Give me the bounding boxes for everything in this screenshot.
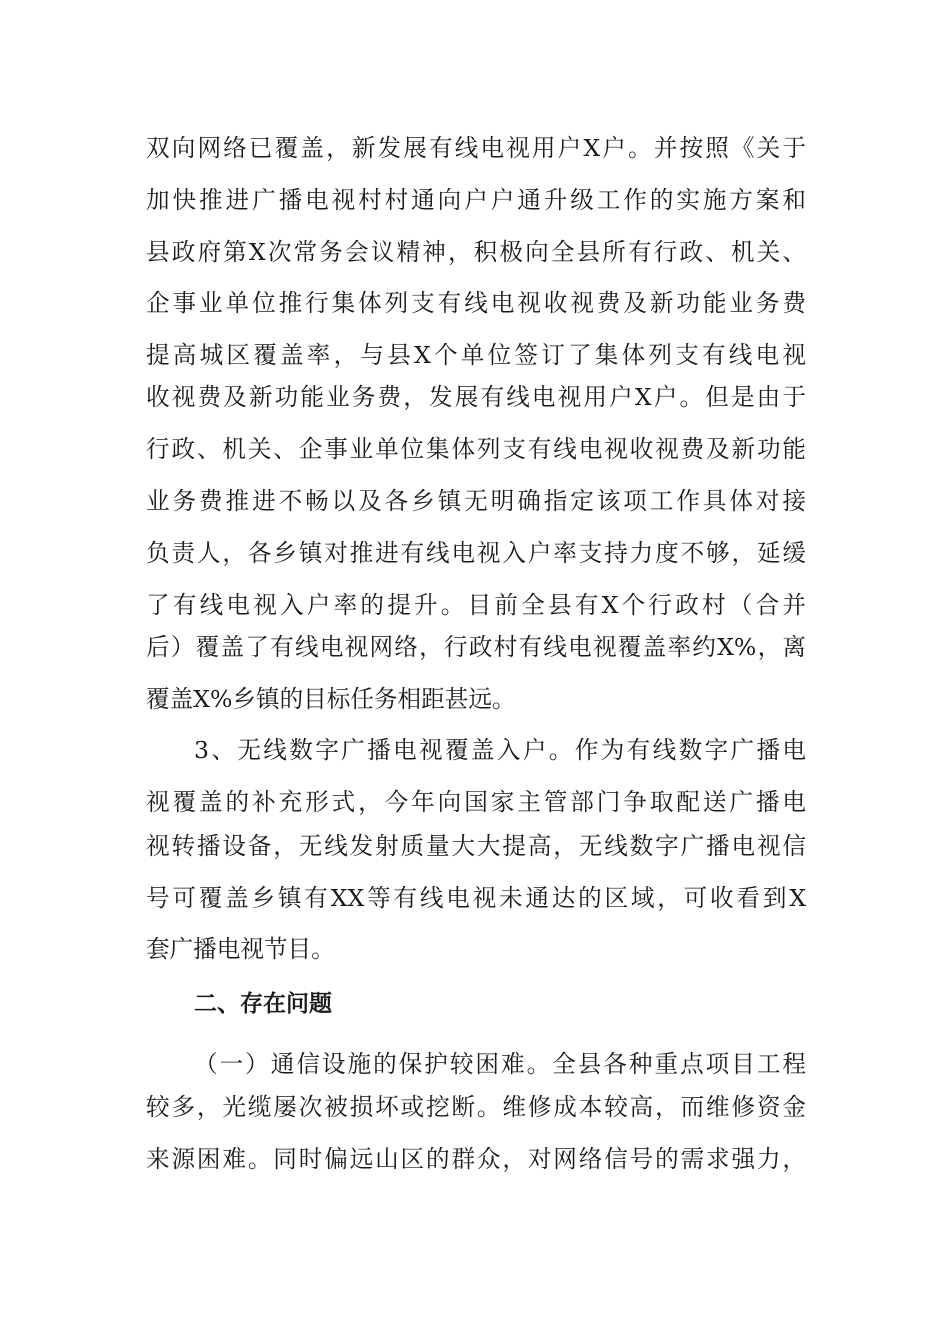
- text-line: 来源困难。同时偏远山区的群众，对网络信号的需求强力，: [146, 1145, 806, 1173]
- section-heading: 二、存在问题: [194, 991, 332, 1017]
- text-line: 号可覆盖乡镇有XX等有线电视未通达的区域，可收看到X: [146, 884, 806, 912]
- text-line: 收视费及新功能业务费，发展有线电视用户X户。但是由于: [146, 383, 806, 411]
- text-line: 双向网络已覆盖，新发展有线电视用户X户。并按照《关于: [146, 134, 806, 162]
- text-line: 覆盖X%乡镇的目标任务相距甚远。: [146, 685, 516, 713]
- text-line: 了有线电视入户率的提升。目前全县有X个行政村（合并: [146, 591, 806, 619]
- text-line: 加快推进广播电视村村通向户户通升级工作的实施方案和: [146, 186, 806, 214]
- text-line: 较多，光缆屡次被损坏或挖断。维修成本较高，而维修资金: [146, 1093, 806, 1121]
- text-line: 负责人，各乡镇对推进有线电视入户率支持力度不够，延缓: [146, 539, 806, 567]
- text-line: 县政府第X次常务会议精神，积极向全县所有行政、机关、: [146, 238, 806, 266]
- text-line: （一）通信设施的保护较困难。全县各种重点项目工程: [194, 1050, 806, 1078]
- text-line: 视覆盖的补充形式，今年向国家主管部门争取配送广播电: [146, 788, 806, 816]
- text-line: 后）覆盖了有线电视网络，行政村有线电视覆盖率约X%，离: [146, 633, 806, 661]
- text-line: 行政、机关、企事业单位集体列支有线电视收视费及新功能: [146, 435, 806, 463]
- text-line: 视转播设备，无线发射质量大大提高，无线数字广播电视信: [146, 832, 806, 860]
- text-line: 企事业单位推行集体列支有线电视收视费及新功能业务费: [146, 289, 806, 317]
- text-line: 套广播电视节目。: [146, 935, 335, 963]
- text-line: 提高城区覆盖率，与县X个单位签订了集体列支有线电视: [146, 341, 806, 369]
- text-line: 业务费推进不畅以及各乡镇无明确指定该项工作具体对接: [146, 487, 806, 515]
- text-line: 3、无线数字广播电视覆盖入户。作为有线数字广播电: [194, 736, 806, 764]
